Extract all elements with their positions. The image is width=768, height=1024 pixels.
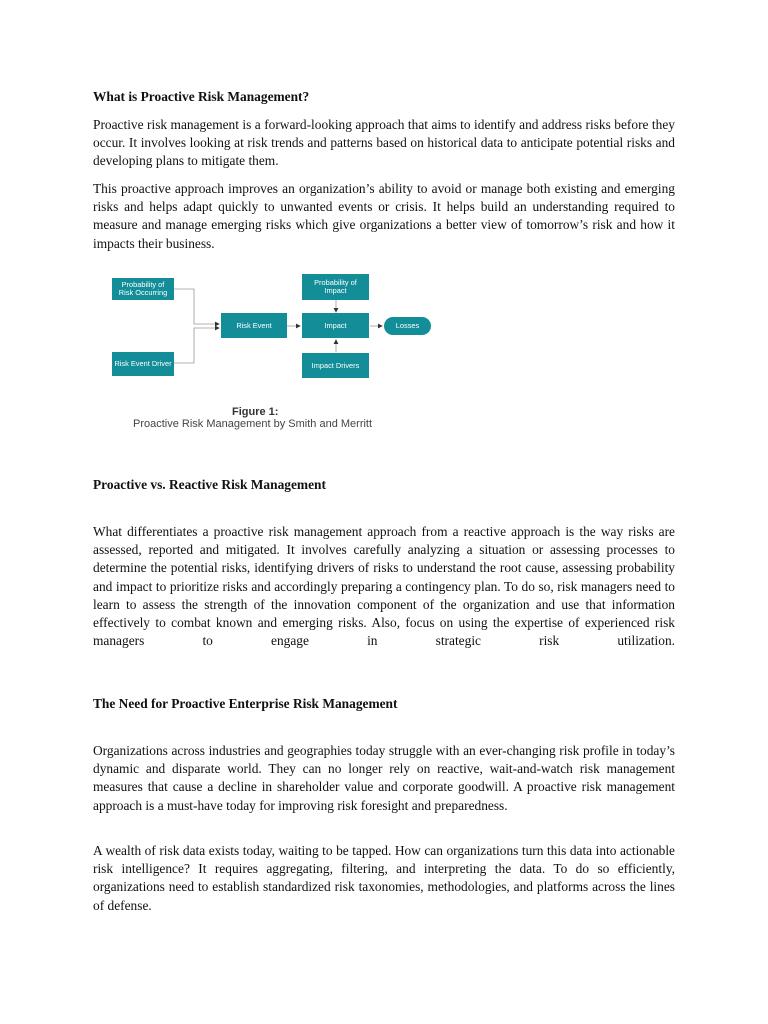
box-probability-risk-occurring: Probability of Risk Occurring (112, 278, 174, 300)
paragraph-changing-risk: Organizations across industries and geographies today struggle with an ever-changing risk profile in today’s dynamic and disparate world. They can no longer rely on reactive, wait-and-watch risk management measures that cause a decline in shareholder value and corporate goodwill. A proactive risk management approach is a must-have today for improving risk foresight and preparedness. (93, 743, 675, 813)
box-risk-event: Risk Event (221, 313, 287, 338)
heading-what-is-proactive: What is Proactive Risk Management? (93, 89, 310, 104)
box-losses: Losses (384, 317, 431, 335)
box-impact-drivers: Impact Drivers (302, 353, 369, 378)
box-risk-event-driver: Risk Event Driver (112, 352, 174, 376)
paragraph-definition: Proactive risk management is a forward-looking approach that aims to identify and address risks before they occur. It involves looking at risk trends and patterns based on historical data to anticipate potential risks and developing plans to mitigate them. (93, 117, 675, 169)
paragraph-differentiation: What differentiates a proactive risk management approach from a reactive approach is the way risks are assessed, reported and mitigated. It involves carefully analyzing a situation or assessing processes to determine the potential risks, identifying drivers of risks to understand the root cause, assessing probability and impact to prioritize risks and accordingly preparing a contingency plan. To do so, risk managers need to learn to assess the strength of the innovation component of the organization and use that information effectively to combat known and emerging risks. Also, focus on using the expertise of experienced risk managers to engage in strategic risk utilization. (93, 524, 675, 649)
heading-proactive-vs-reactive: Proactive vs. Reactive Risk Management (93, 477, 326, 492)
figure-caption-title: Figure 1: (232, 406, 279, 418)
connector-prob-to-event (174, 289, 219, 324)
connector-driver-to-event (174, 328, 219, 363)
box-impact: Impact (302, 313, 369, 338)
figure-caption-text: Proactive Risk Management by Smith and Merritt (133, 418, 373, 430)
box-probability-impact: Probability of Impact (302, 274, 369, 300)
paragraph-benefits: This proactive approach improves an organization’s ability to avoid or manage both existing and emerging risks and helps adapt quickly to unwanted events or crisis. It helps build an understanding required to measure and manage emerging risks which give organizations a better view of tomorrow’s risk and how it impacts their business. (93, 181, 675, 251)
paragraph-risk-data: A wealth of risk data exists today, waiting to be tapped. How can organizations turn this data into actionable risk intelligence? It requires aggregating, filtering, and interpreting the data. To do so efficiently, organizations need to establish standardized risk taxonomies, methodologies, and platforms across the lines of defense. (93, 843, 675, 913)
heading-need-for-erm: The Need for Proactive Enterprise Risk Management (93, 696, 398, 711)
